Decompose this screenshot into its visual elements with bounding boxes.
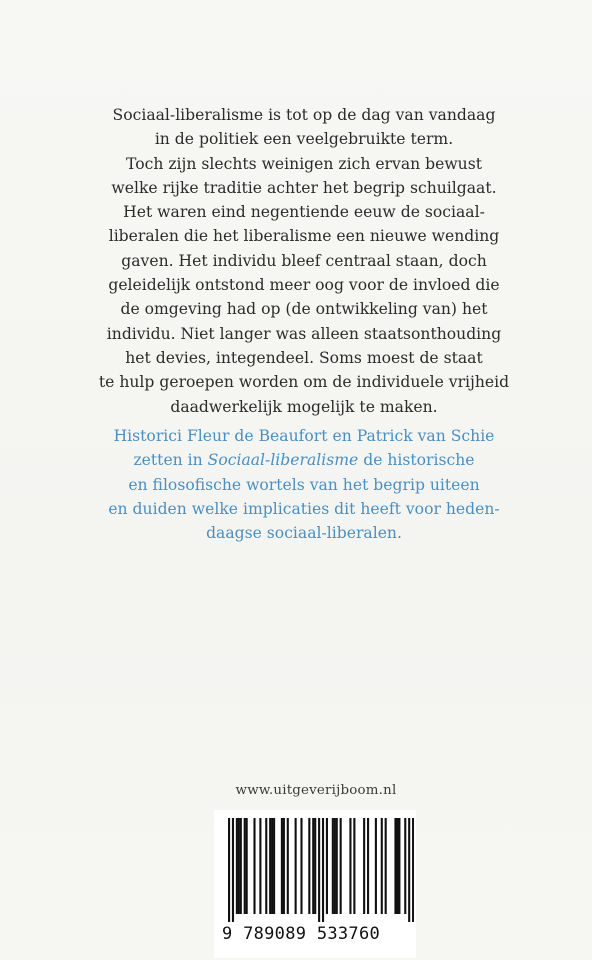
blurb-line: Sociaal-liberalisme is tot op de dag van vandaag <box>112 106 496 124</box>
publisher-website: www.uitgeverijboom.nl <box>235 783 397 798</box>
barcode-bar <box>332 818 334 914</box>
barcode-bar <box>308 818 310 914</box>
barcode-bar <box>394 818 396 914</box>
barcode-bar <box>312 818 314 914</box>
barcode-bars <box>228 818 414 922</box>
blurb-line: gaven. Het individu bleef centraal staan, doch <box>121 251 487 270</box>
blurb-line: Toch zijn slechts weinigen zich ervan bewust <box>126 154 482 173</box>
barcode-bar <box>246 818 248 914</box>
barcode-bar <box>385 818 387 914</box>
barcode-bar <box>398 818 400 914</box>
barcode-bar <box>283 818 285 914</box>
barcode-bar <box>259 818 261 914</box>
blurb-line: daadwerkelijk mogelijk te maken. <box>170 397 438 416</box>
authors-line: en duiden welke implicaties dit heeft voor heden- <box>108 499 500 518</box>
authors-text: zetten in <box>133 451 208 470</box>
blurb-line: Het waren eind negentiende eeuw de sociaal- <box>123 203 485 222</box>
blurb-line: in de politiek een veelgebruikte term. <box>154 130 454 149</box>
authors-line: daagse sociaal-liberalen. <box>206 524 402 543</box>
isbn-number: 9 789089 533760 <box>222 924 381 944</box>
barcode-bar <box>340 818 342 914</box>
blurb-line: de omgeving had op (de ontwikkeling van) het <box>120 300 488 319</box>
barcode-bar <box>412 818 414 922</box>
authors-line: Historici Fleur de Beaufort en Patrick van Schie <box>113 427 495 445</box>
barcode-bar <box>375 818 377 914</box>
authors-line: en filosofische wortels van het begrip uiteen <box>128 475 480 494</box>
barcode-bar <box>336 818 338 914</box>
authors-paragraph <box>95 424 513 545</box>
barcode-bar <box>334 818 336 914</box>
barcode-bar <box>349 818 351 914</box>
blurb-line: het devies, integendeel. Soms moest de staat <box>125 348 483 367</box>
barcode-bar <box>273 818 275 914</box>
barcode-bar <box>236 818 238 914</box>
barcode-bar <box>363 818 365 914</box>
blurb-line: liberalen die het liberalisme een nieuwe wending <box>108 227 500 246</box>
barcode-bar <box>295 818 297 914</box>
authors-text: de historische <box>358 451 475 470</box>
barcode-bar <box>353 818 355 914</box>
barcode-bar <box>265 818 267 914</box>
barcode-bar <box>271 818 273 914</box>
barcode-bar <box>281 818 283 914</box>
barcode-bar <box>240 818 242 914</box>
barcode-bar <box>396 818 398 914</box>
book-title-italic: Sociaal-liberalisme <box>207 451 359 470</box>
blurb-line: te hulp geroepen worden om de individuele vrijheid <box>98 373 510 392</box>
barcode-bar <box>244 818 246 914</box>
isbn-barcode <box>214 810 416 958</box>
barcode-bar <box>367 818 369 914</box>
barcode-bar <box>287 818 289 914</box>
barcode-bar <box>269 818 271 914</box>
barcode-bar <box>326 818 328 914</box>
blurb-paragraph-main <box>95 103 513 419</box>
barcode-bar <box>228 818 230 922</box>
blurb-line: welke rijke traditie achter het begrip schuilgaat. <box>111 178 497 197</box>
barcode-bar <box>232 818 234 922</box>
barcode-bar <box>322 818 324 922</box>
barcode-bar <box>253 818 255 914</box>
authors-line <box>95 448 513 472</box>
blurb-line: geleidelijk ontstond meer oog voor de invloed die <box>108 276 500 295</box>
blurb-line: individu. Niet langer was alleen staatsonthouding <box>106 324 502 343</box>
barcode-bar <box>404 818 406 914</box>
barcode-bar <box>318 818 320 922</box>
barcode-bar <box>300 818 302 914</box>
barcode-bar <box>238 818 240 914</box>
barcode-bar <box>314 818 316 914</box>
barcode-bar <box>408 818 410 922</box>
barcode-bar <box>381 818 383 914</box>
